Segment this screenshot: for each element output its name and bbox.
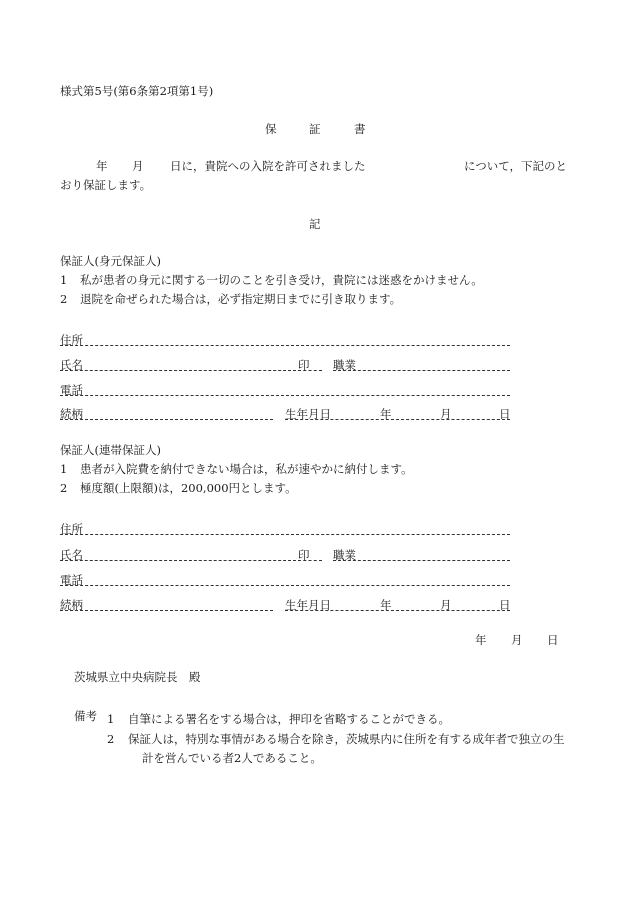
name-label: 氏名 (60, 358, 83, 372)
guarantor1-name-row (60, 357, 510, 371)
guarantor1-relation-row (60, 406, 510, 420)
guarantor2-relation-row (60, 597, 510, 611)
birthdate-label: 生年月日 (285, 407, 331, 421)
birth-year-label: 年 (380, 598, 392, 612)
occupation-field[interactable] (333, 370, 510, 371)
intro-line-2: おり保証します。 (60, 178, 152, 192)
address-field[interactable] (60, 345, 510, 346)
form-number-label: 様式第5号(第6条第2項第1号) (60, 84, 214, 98)
address-label: 住所 (60, 333, 83, 347)
phone-field[interactable] (60, 395, 510, 396)
birth-year-label: 年 (380, 407, 392, 421)
remark-item-2 (107, 731, 565, 747)
intro-about-text: について，下記のと (464, 159, 568, 173)
phone-field[interactable] (60, 585, 510, 586)
remark-text: 自筆による署名をする場合は，押印を省略することができる。 (127, 712, 450, 726)
relation-label: 続柄 (60, 598, 83, 612)
intro-month-label: 月 (132, 159, 144, 173)
remarks-heading: 備考 (74, 709, 97, 723)
item-number: 1 (60, 462, 68, 476)
guarantor1-heading: 保証人(身元保証人) (60, 254, 161, 268)
remark-item-1 (107, 711, 450, 727)
seal-mark: 印 (298, 548, 310, 562)
title-char-1: 保 (265, 122, 277, 136)
phone-label: 電話 (60, 573, 83, 587)
item-text: 患者が入院費を納付できない場合は，私が速やかに納付します。 (80, 462, 413, 476)
birth-month-label: 月 (440, 598, 452, 612)
occupation-label: 職業 (333, 548, 356, 562)
birthdate-field[interactable] (285, 419, 510, 420)
date-year-label: 年 (475, 633, 487, 647)
name-field[interactable] (60, 370, 296, 371)
seal-mark: 印 (298, 358, 310, 372)
birth-month-label: 月 (440, 407, 452, 421)
addressee: 茨城県立中央病院長 殿 (74, 670, 201, 684)
seal-underline (298, 560, 322, 561)
address-field[interactable] (60, 534, 510, 535)
item-text: 退院を命ぜられた場合は，必ず指定期日までに引き取ります。 (80, 292, 402, 306)
remark-number: 2 (107, 732, 115, 746)
date-month-label: 月 (511, 633, 523, 647)
seal-underline (298, 370, 322, 371)
name-label: 氏名 (60, 548, 83, 562)
ki-heading: 記 (309, 217, 321, 231)
remark-text: 保証人は，特別な事情がある場合を除き，茨城県内に住所を有する成年者で独立の生 (127, 732, 565, 746)
item-text: 極度額(上限額)は，200,000円とします。 (80, 481, 297, 495)
occupation-label: 職業 (333, 358, 356, 372)
remark-number: 1 (107, 712, 115, 726)
remark-item-2-continuation: 計を営んでいる者2人であること。 (142, 751, 322, 765)
birthdate-label: 生年月日 (285, 598, 331, 612)
guarantor1-phone-row (60, 382, 510, 396)
relation-label: 続柄 (60, 407, 83, 421)
occupation-field[interactable] (333, 560, 510, 561)
item-number: 2 (60, 292, 68, 306)
guarantor2-heading: 保証人(連帯保証人) (60, 443, 161, 457)
item-text: 私が患者の身元に関する一切のことを引き受け，貴院には迷惑をかけません。 (80, 273, 483, 287)
item-number: 1 (60, 273, 68, 287)
birthdate-field[interactable] (285, 610, 510, 611)
item-number: 2 (60, 481, 68, 495)
phone-label: 電話 (60, 383, 83, 397)
intro-year-label: 年 (96, 159, 108, 173)
title-char-3: 書 (354, 122, 366, 136)
date-day-label: 日 (547, 633, 559, 647)
intro-day-text: 日に，貴院への入院を許可されました (170, 159, 366, 173)
birth-day-label: 日 (499, 407, 511, 421)
guarantor2-address-row (60, 521, 510, 535)
title-char-2: 証 (309, 122, 321, 136)
guarantor1-address-row (60, 332, 510, 346)
name-field[interactable] (60, 560, 296, 561)
relation-field[interactable] (60, 419, 273, 420)
guarantor2-name-row (60, 547, 510, 561)
guarantor2-phone-row (60, 572, 510, 586)
relation-field[interactable] (60, 610, 273, 611)
address-label: 住所 (60, 522, 83, 536)
birth-day-label: 日 (499, 598, 511, 612)
